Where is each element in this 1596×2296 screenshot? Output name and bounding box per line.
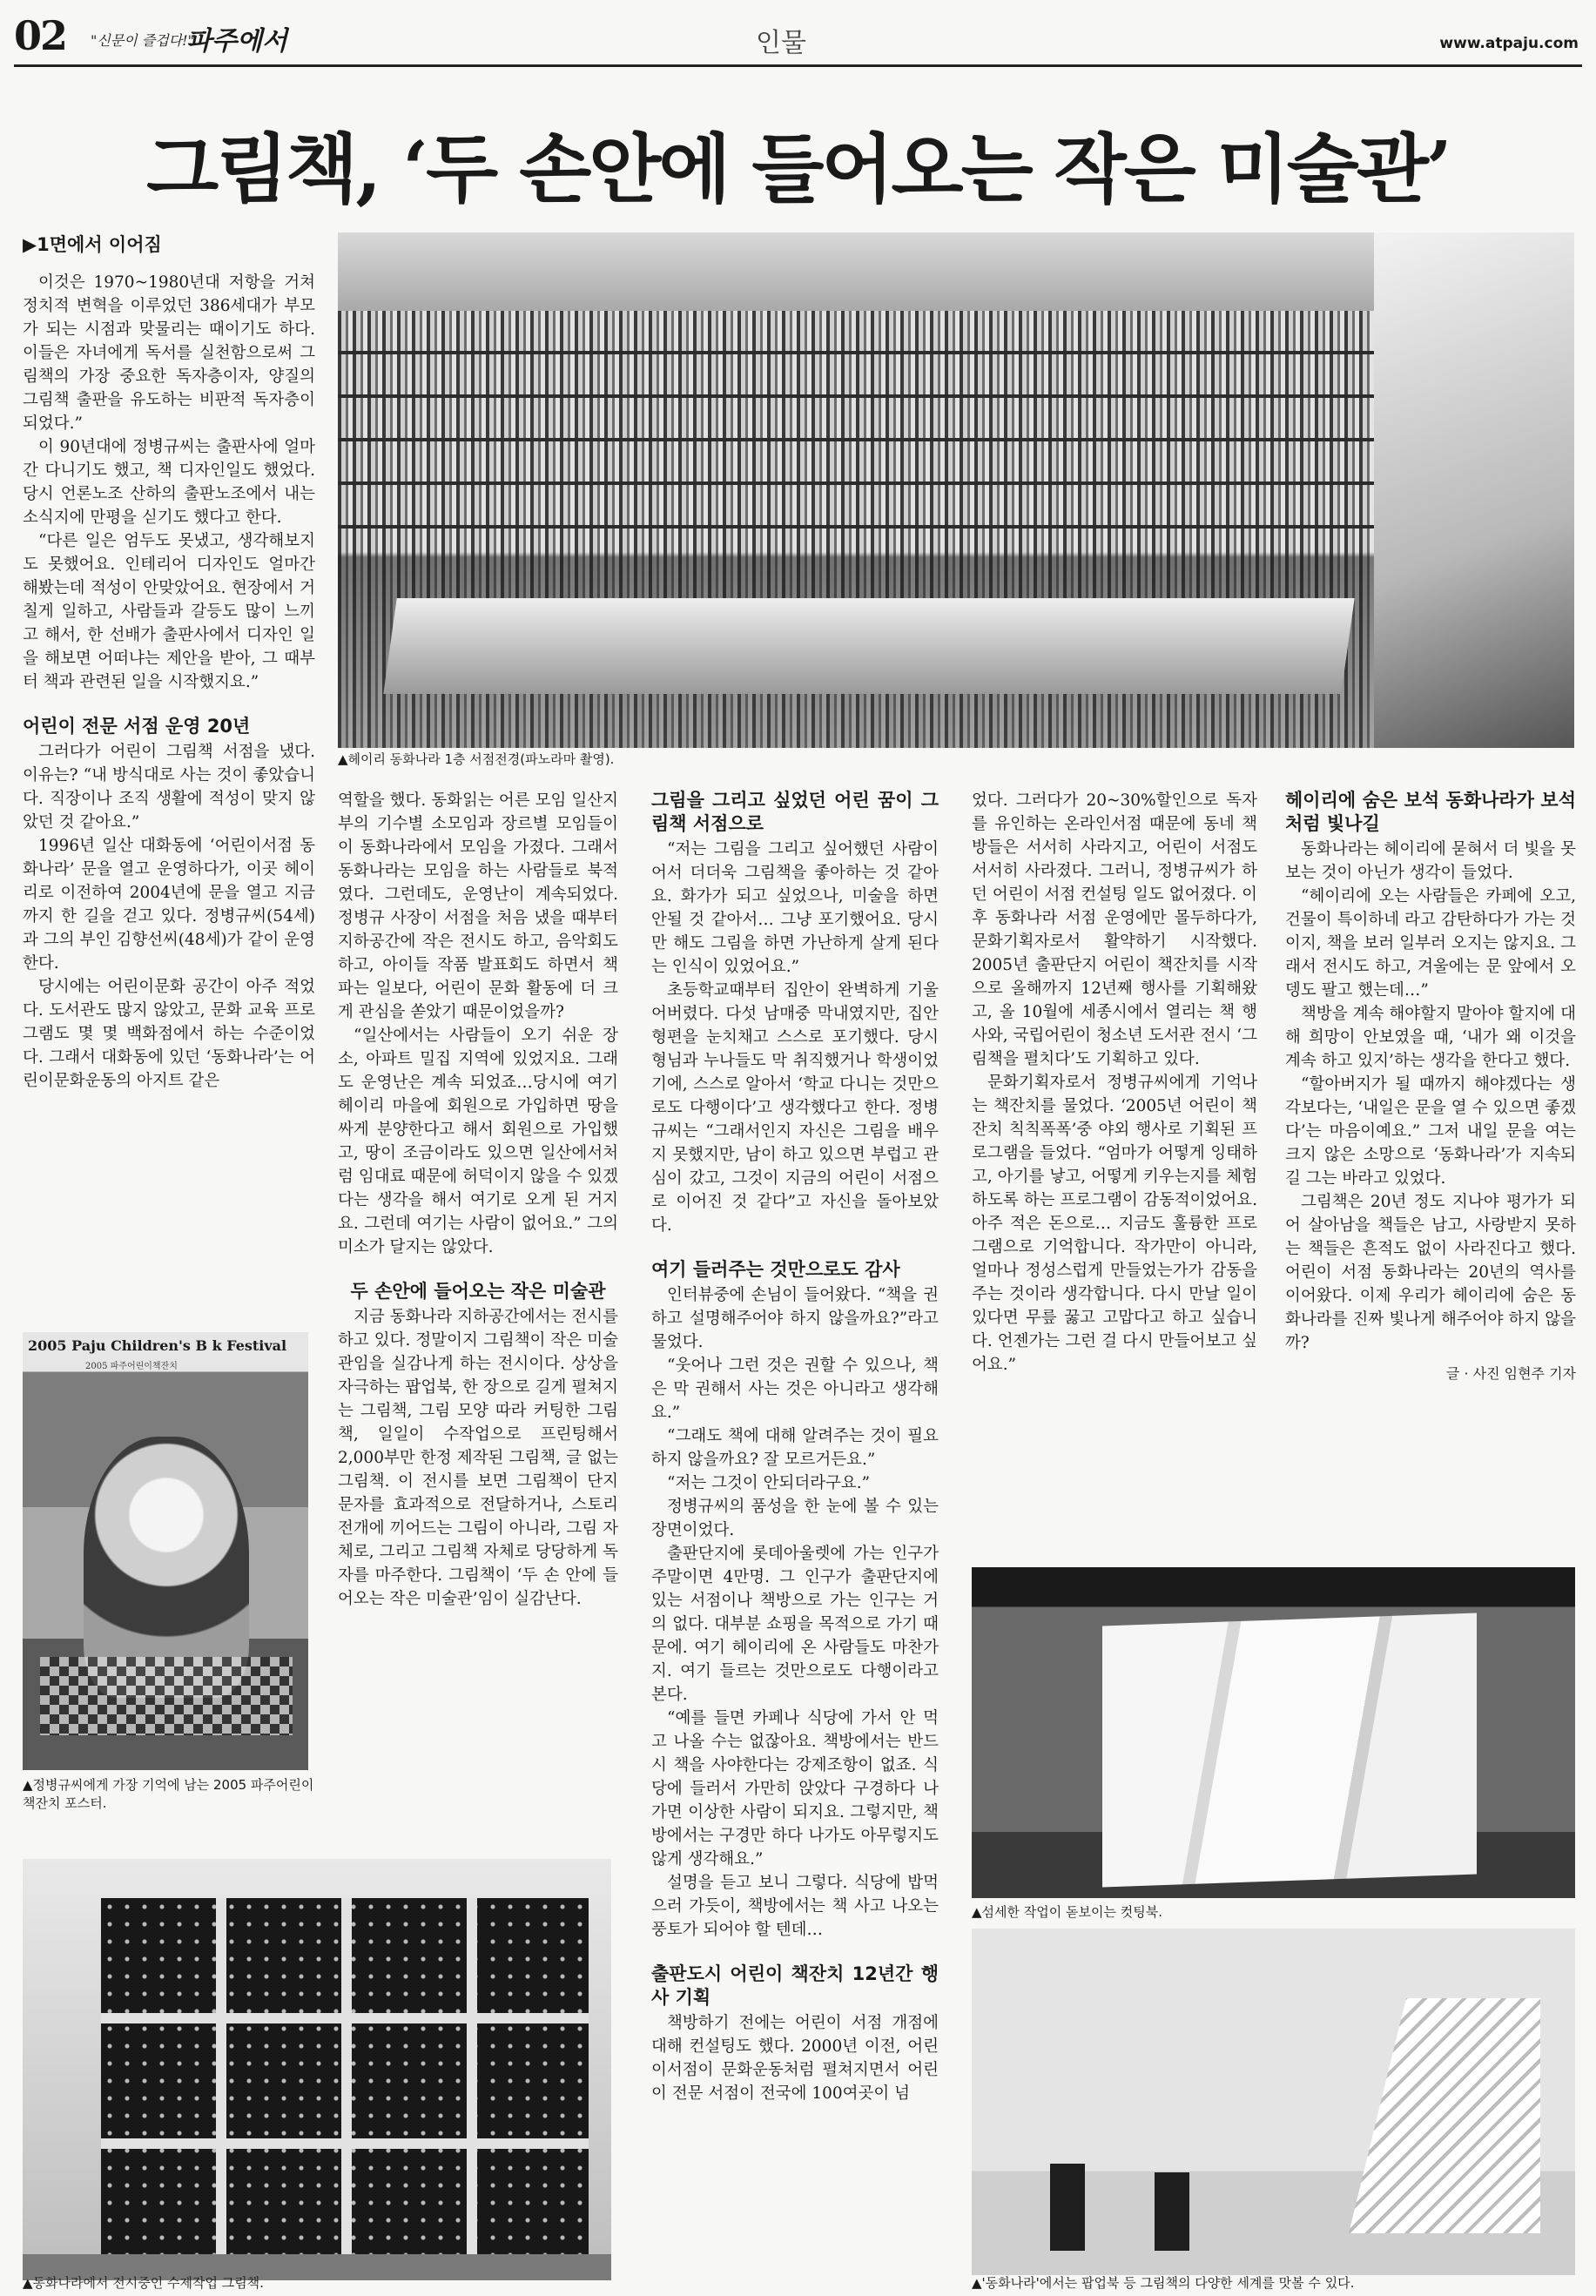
section-label: 인물 [756,28,806,58]
paragraph: “다른 일은 엄두도 못냈고, 생각해보지도 못했어요. 인테리어 디자인도 얼마간 해봤는데 적성이 안맞았어요. 현장에서 거칠게 일하고, 사람들과 갈등도 많이 느끼고 해서, 한 선배가 출판사에서 디자인 일을 해보면 어떠냐는 제안을 받아, 그 때부터 책과 관련된 일을 시작했지요.” [23,532,315,691]
paragraph: 지금 동화나라 지하공간에서는 전시를 하고 있다. 정말이지 그림책이 작은 미술관임을 실감나게 하는 전시이다. 상상을 자극하는 팝업북, 한 장으로 길게 펼쳐지는 그림책, 그림 모양 따라 커팅한 그림책, 일일이 수작업으로 프린팅해서 2,000부만 한정 제작된 그림책, 글 없는 그림책. 이 전시를 보면 그림책이 단지 문자를 효과적으로 전달하거나, 스토리 전개에 끼어드는 그림이 아니라, 그림 자체로, 그리고 그림책 자체로 당당하게 독자를 마주한다. 그림책이 ‘두 손 안에 들어오는 작은 미술관’임이 실감난다. [338,1308,618,1608]
header-rule [14,64,1582,67]
paragraph: “저는 그것이 안되더라구요.” [667,1474,871,1492]
cutting-book-photo [972,1567,1575,1898]
slogan: "신문이 즐겁다!" [91,32,194,49]
paragraph: 그림책은 20년 정도 지나야 평가가 되어 살아남을 책들은 남고, 사랑받지 못하는 책들은 흔적도 없이 사라진다고 했다. 어린이 서점 동화나라는 20년의 역사를 이어왔다. 이제 우리가 헤이리에 숨은 동화나라를 진짜 빛나게 해주어야 하지 않을까? [1285,1193,1576,1352]
photo-caption: ▲'동화나라'에서는 팝업북 등 그림책의 다양한 세계를 맛볼 수 있다. [972,2275,1355,2291]
poster-subtitle: 2005 파주어린이책잔치 [85,1362,178,1371]
paragraph: “할아버지가 될 때까지 해야겠다는 생각보다는, ‘내일은 문을 열 수 있으면 좋겠다’는 마음이예요.” 그저 내일 문을 여는 크지 않은 소망으로 ‘동화나라’가 지속되길 그는 바라고 있었다. [1285,1075,1576,1188]
paragraph: “그래도 책에 대해 알려주는 것이 필요하지 않을까요? 잘 모르거든요.” [651,1427,939,1469]
paragraph: 1996년 일산 대화동에 ‘어린이서점 동화나라’ 문을 열고 운영하다가, 이곳 헤이리로 이전하여 2004년에 문을 열고 지금까지 한 길을 걷고 있다. 정병규씨(54세)과 그의 부인 김향선씨(48세)가 같이 운영한다. [23,837,315,973]
column-3 [651,789,939,2105]
poster-title: 2005 Paju Children's B k Festival [28,1337,287,1354]
column-4 [972,789,1257,1377]
column-2 [338,789,618,1611]
paragraph: 인터뷰중에 손님이 들어왔다. “책을 권하고 설명해주어야 하지 않을까요?”라고 물었다. [651,1286,939,1351]
photo-caption: ▲동화나라에서 전시중인 수제작업 그림책. [23,2275,264,2291]
subhead: 어린이 전문 서점 운영 20년 [23,716,251,737]
photo-caption: ▲정병규씨에게 가장 기억에 남는 2005 파주어린이책잔치 포스터. [23,1777,314,1811]
paragraph: 책방을 계속 해야할지 말아야 할지에 대해 희망이 안보였을 때, ‘내가 왜 이것을 계속 하고 있지’하는 생각을 한다고 했다. [1285,1005,1576,1070]
paragraph: 문화기획자로서 정병규씨에게 기억나는 책잔치를 물었다. ‘2005년 어린이 책 잔치 칙칙폭폭’중 야외 행사로 기획된 프로그램을 들었다. “엄마가 어떻게 잉태하고, 아기를 낳고, 어떻게 키우는지를 체험하도록 하는 프로그램이 감동적이었어요. 아주 적은 돈으로… 지금도 훌륭한 프로그램으로 기억합니다. 작가만이 아니라, 얼마나 정성스럽게 만들었는가가 감동을 주는 것이라 생각합니다. 다시 만날 일이 있다면 무릎 꿇고 고맙다고 하고 싶습니다. 언젠가는 그런 걸 다시 만들어보고 싶어요.” [972,1074,1257,1374]
paragraph: 동화나라는 헤이리에 묻혀서 더 빛을 못보는 것이 아닌가 생각이 들었다. [1285,840,1576,882]
festival-poster-photo [23,1332,308,1770]
paragraph: “저는 그림을 그리고 싶어했던 사람이어서 더더욱 그림책을 좋아하는 것 같아요. 화가가 되고 싶었으나, 미술을 하면 안될 것 같아서… 그냥 포기했어요. 당시만 해도 그림을 하면 가난하게 살게 된다는 인식이 있었어요.” [651,840,939,976]
subhead: 그림을 그리고 싶었던 어린 꿈이 그림책 서점으로 [651,790,939,834]
subhead: 여기 들러주는 것만으로도 감사 [651,1259,900,1280]
paragraph: 당시에는 어린이문화 공간이 아주 적었다. 도서관도 많지 않았고, 문화 교육 프로그램도 몇 몇 백화점에서 하는 수준이었다. 그래서 대화동에 있던 ‘동화나라’는 어린이문화운동의 아지트 같은 [23,978,315,1090]
paragraph: “일산에서는 사람들이 오기 쉬운 장소, 아파트 밀집 지역에 있었지요. 그래도 운영난은 계속 되었죠…당시에 여기 헤이리 마을에 회원으로 가입하면 땅을 싸게 분양한다고 해서 회원으로 가입했고, 땅이 조금이라도 있으면 일산에서처럼 임대료 때문에 허덕이지 않을 수 있겠다는 생각을 해서 여기로 오게 된 거지요. 그런데 여기는 사람이 없어요.” 그의 미소가 달지는 않았다. [338,1027,618,1256]
headline: 그림책, ‘두 손안에 들어오는 작은 미술관’ [146,125,1450,213]
paragraph: 책방하기 전에는 어린이 서점 개점에 대해 컨설팅도 했다. 2000년 이전, 어린이서점이 문화운동처럼 펼쳐지면서 어린이 전문 서점이 전국에 100여곳이 넘 [651,2014,939,2103]
paragraph: 었다. 그러다가 20~30%할인으로 독자를 유인하는 온라인서점 때문에 동네 책방들은 서서히 사라지고, 어린이 서점도 서서히 사라졌다. 그러니, 정병규씨가 하던 어린이 서점 컨설팅 일도 없어졌다. 이후 동화나라 서점 운영에만 몰두하다가, 문화기획자로서 활약하기 시작했다. 2005년 출판단지 어린이 책잔치를 시작으로 올해까지 12년째 행사를 기획해왔고, 올 10월에 세종시에서 열리는 책 행사와, 국립어린이 청소년 도서관 전시 ‘그림책을 펼치다’도 기획하고 있다. [972,791,1257,1068]
column-5 [1285,789,1576,1385]
page-number: 02 [14,12,67,59]
photo-caption: ▲섬세한 작업이 돋보이는 컷팅북. [972,1904,1162,1920]
paragraph: 이것은 1970~1980년대 저항을 거쳐 정치적 변혁을 이루었던 386세대가 부모가 되는 시점과 맞물리는 때이기도 하다. 이들은 자녀에게 독서를 실천함으로써 그림책의 가장 중요한 독자층이자, 양질의 그림책 출판을 유도하는 비판적 독자층이 되었다.” [23,273,315,433]
subhead: 출판도시 어린이 책잔치 12년간 행사 기획 [651,1963,939,2008]
subhead: 두 손안에 들어오는 작은 미술관 [350,1281,606,1302]
photo-caption: ▲헤이리 동화나라 1층 서점전경(파노라마 촬영). [338,751,615,767]
subhead: 헤이리에 숨은 보석 동화나라가 보석처럼 빛나길 [1285,790,1576,834]
paragraph: “헤이리에 오는 사람들은 카페에 오고, 건물이 특이하네 라고 감탄하다가 가는 것이지, 책을 보러 일부러 오지는 않지요. 그래서 전시도 하고, 겨울에는 문 앞에서 오뎅도 팔고 했는데…” [1285,887,1576,1000]
paragraph: 설명을 듣고 보니 그렇다. 식당에 밥먹으러 가듯이, 책방에서는 책 사고 나오는 풍토가 되어야 할 텐데… [651,1874,939,1939]
byline: 글 · 사진 임현주 기자 [1445,1365,1576,1382]
continued-label: ▶1면에서 이어짐 [23,234,162,255]
bookstore-panorama-photo [338,232,1574,748]
paragraph: 역할을 했다. 동화읽는 어른 모임 일산지부의 기수별 소모임과 장르별 모임들이 이 동화나라에서 모임을 가졌다. 그래서 동화나라는 모임을 하는 사람들로 북적였다. 그런데도, 운영난이 계속되었다. 정병규 사장이 서점을 처음 냈을 때부터 지하공간에 작은 전시도 하고, 음악회도 하고, 아이들 작품 발표회도 하면서 책 파는 일보다, 어린이 문화 활동에 더 크게 관심을 쏟았기 때문이었을까? [338,791,618,1021]
paragraph: “예를 들면 카페나 식당에 가서 안 먹고 나올 수는 없잖아요. 책방에서는 반드시 책을 사야한다는 강제조항이 없죠. 식당에 들러서 가만히 앉았다 구경하다 나가면 이상한 사람이 되지요. 그렇지만, 책방에서는 구경만 하다 나가도 아무렇지도 않게 생각해요.” [651,1709,939,1868]
paragraph: 출판단지에 롯데아울렛에 가는 인구가 주말이면 4만명. 그 인구가 출판단지에 있는 서점이나 책방으로 가는 인구는 거의 없다. 대부분 쇼핑을 목적으로 가기 때문에. 여기 헤이리에 온 사람들도 마찬가지. 여기 들르는 것만으로도 다행이라고 본다. [651,1545,939,1704]
column-1 [23,233,315,1093]
paragraph: 초등학교때부터 집안이 완벽하게 기울어버렸다. 다섯 남매중 막내였지만, 집안 형편을 눈치채고 스스로 포기했다. 당시 형님과 누나들도 막 취직했거나 학생이었기에, 스스로 알아서 ‘학교 다니는 것만으로도 다행이다’고 생각했다고 한다. 정병규씨는 “그래서인지 자신은 그림을 배우지 못했지만, 남이 하고 있으면 부럽고 관심이 갔고, 그것이 지금의 어린이 서점으로 이어진 것 같다”고 자신을 돌아보았다. [651,981,939,1235]
handmade-books-wall-photo [23,1859,611,2280]
paragraph: “웃어나 그런 것은 권할 수 있으나, 책은 막 권해서 사는 것은 아니라고 생각해요.” [651,1357,939,1422]
popup-book-exhibition-photo [972,1929,1575,2275]
paper-name-logo: 파주에서 [186,26,287,57]
paragraph: 이 90년대에 정병규씨는 출판사에 얼마간 다니기도 했고, 책 디자인일도 했었다. 당시 언론노조 산하의 출판노조에서 내는 소식지에 만평을 싣기도 했다고 한다. [23,438,315,527]
paragraph: 그러다가 어린이 그림책 서점을 냈다. 이유는? “내 방식대로 사는 것이 좋았습니다. 직장이나 조직 생활에 적성이 맞지 않았던 것 같아요.” [23,743,315,832]
site-url[interactable]: www.atpaju.com [1439,35,1579,52]
paragraph: 정병규씨의 품성을 한 눈에 볼 수 있는 장면이었다. [651,1498,939,1539]
